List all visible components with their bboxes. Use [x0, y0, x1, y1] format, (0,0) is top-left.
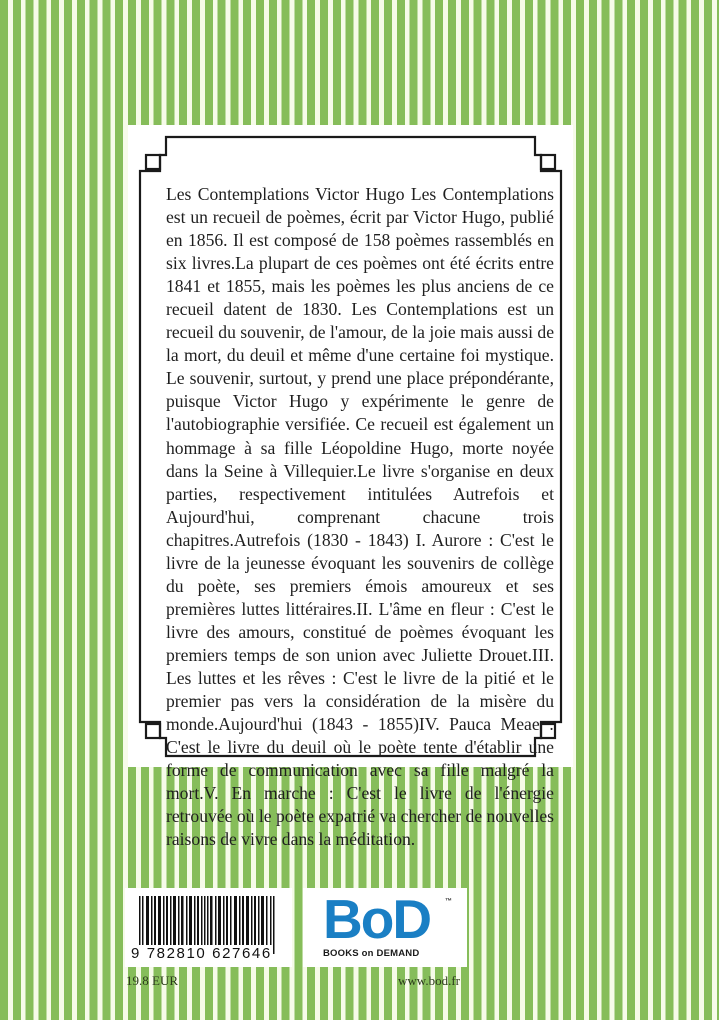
price-label: 19.8 EUR	[126, 973, 178, 988]
ornamental-frame	[136, 133, 565, 850]
publisher-tagline: BOOKS on DEMAND	[323, 948, 420, 959]
isbn-digits	[131, 945, 287, 965]
publisher-logo-box	[303, 888, 467, 967]
description-panel	[128, 125, 573, 850]
trademark-symbol: ™	[445, 898, 452, 905]
publisher-url: www.bod.fr	[398, 973, 460, 988]
bod-logo: BoD	[323, 888, 431, 950]
barcode-box	[125, 888, 292, 967]
book-description: Les Contemplations Victor Hugo Les Contemplations est un recueil de poèmes, écrit par Victor Hugo, publié en 1856. Il est composé de 158 poèmes rassemblés en six livres.La plupart de ces poèmes ont été écrits entre 1841 et 1855, mais les poèmes les plus anciens de ce recueil datent de 1830. Les Contemplations est un recueil du souvenir, de l'amour, de la joie mais aussi de la mort, du deuil et même d'une certaine foi mystique. Le souvenir, surtout, y prend une place prépondérante, puisque Victor Hugo y expérimente le genre de l'autobiographie versifiée. Ce recueil est également un hommage à sa fille Léopoldine Hugo, morte noyée dans la Seine à Villequier.Le livre s'organise en deux parties, respectivement intitulées Autrefois et Aujourd'hui, comprenant chacune trois chapitres.Autrefois (1830 - 1843) I. Aurore : C'est le livre de la jeunesse évoquant les souvenirs de collège du poète, ses premiers émois amoureux et ses premières luttes littéraires.II. L'âme en fleur : C'est le livre des amours, constitué de poèmes évoquant les premiers temps de son union avec Juliette Drouet.III. Les luttes et les rêves : C'est le livre de la pitié et le premier pas vers la considération de la misère du monde.Aujourd'hui (1843 - 1855)IV. Pauca Meae : C'est le livre du deuil où le poète tente d'établir une forme de communication avec sa fille malgré la mort.V. En marche : C'est le livre de l'énergie retrouvée où le poète expatrié va chercher de nouvelles raisons de vivre dans la méditation.	[166, 184, 554, 850]
isbn-text: 9 782810 627646	[131, 945, 272, 962]
